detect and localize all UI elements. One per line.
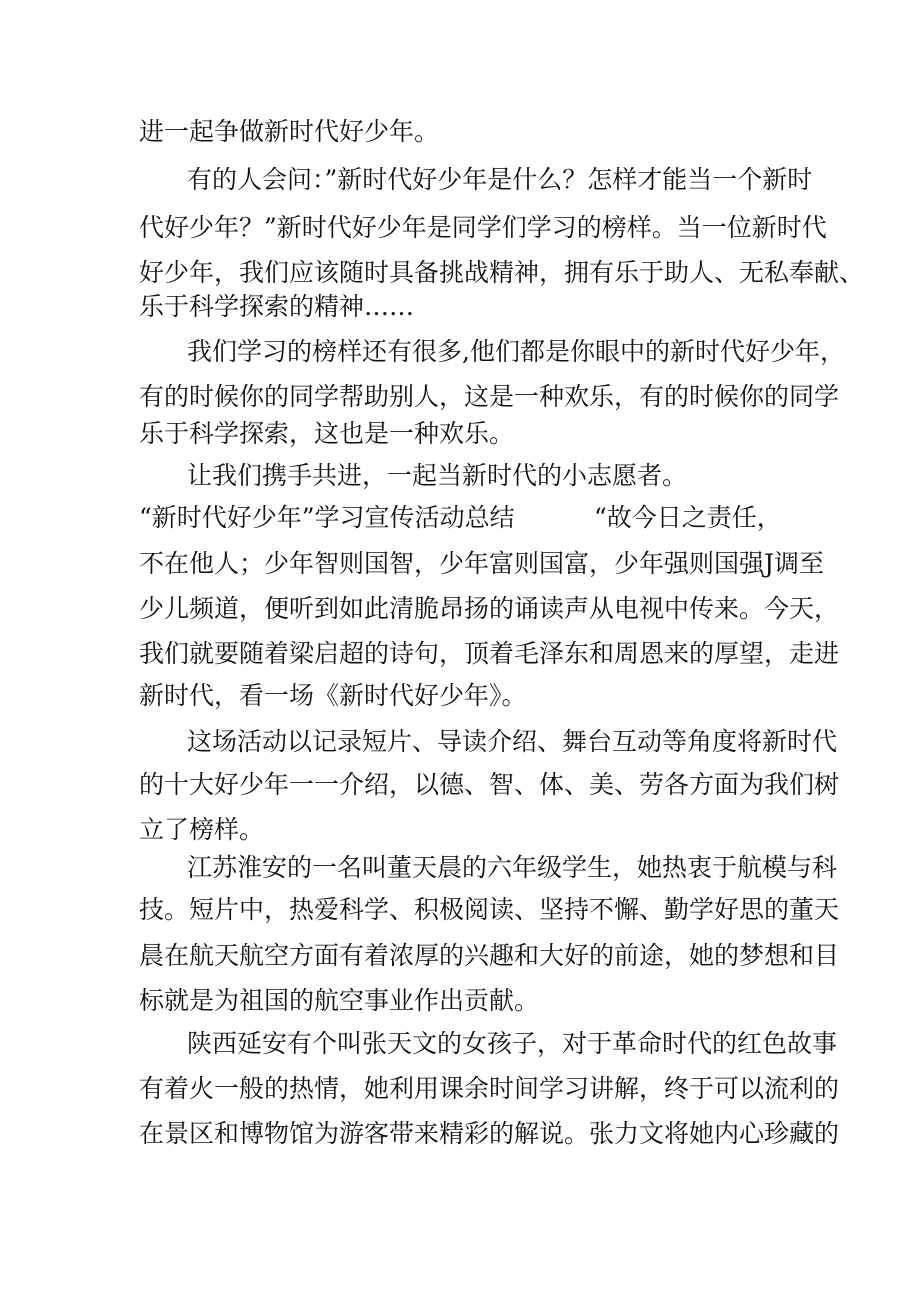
- text-line: 的十大好少年一一介绍，以德、智、体、美、劳各方面为我们树: [139, 770, 840, 799]
- text-line: 有的时候你的同学帮助别人，这是一种欢乐，有的时候你的同学: [139, 382, 840, 411]
- text-line: 江苏淮安的一名叫董天晨的六年级学生，她热衷于航模与科: [187, 853, 838, 882]
- text-line: 让我们携手共进，一起当新时代的小志愿者。: [187, 461, 688, 490]
- text-line: 有着火一般的热情，她利用课余时间学习讲解，终于可以流利的: [139, 1074, 840, 1103]
- text-line: 不在他人；少年智则国智，少年富则国富，少年强则国强J调至: [139, 549, 825, 578]
- text-line: 新时代，看一场《新时代好少年》。: [139, 681, 527, 710]
- text-line: 有的人会问：”新时代好少年是什么？怎样才能当一个新时: [187, 165, 813, 194]
- text-line: 乐于科学探索，这也是一种欢乐。: [139, 419, 515, 448]
- text-line: 少儿频道，便听到如此清脆昂扬的诵读声从电视中传来。今天，: [139, 594, 840, 623]
- text-line: 立了榜样。: [139, 815, 265, 844]
- text-line: 晨在航天航空方面有着浓厚的兴趣和大好的前途，她的梦想和目: [139, 941, 840, 970]
- text-line: 进一起争做新时代好少年。: [139, 117, 440, 146]
- text-line: 这场活动以记录短片、导读介绍、舞台互动等角度将新时代: [187, 727, 838, 756]
- text-line: 我们就要随着梁启超的诗句，顶着毛泽东和周恩来的厚望，走进: [139, 639, 840, 668]
- section-title-line: “新时代好少年”学习宣传活动总结 “故今日之责任，: [139, 503, 782, 532]
- text-line: 技。短片中，热爱科学、积极阅读、坚持不懈、勤学好思的董天: [139, 895, 840, 924]
- text-line: 好少年，我们应该随时具备挑战精神，拥有乐于助人、无私奉献、: [139, 258, 865, 287]
- text-line: 乐于科学探索的精神……: [139, 292, 415, 321]
- text-line: 我们学习的榜样还有很多,他们都是你眼中的新时代好少年，: [187, 337, 845, 366]
- text-line: 标就是为祖国的航空事业作出贡献。: [139, 986, 540, 1015]
- text-line: 陕西延安有个叫张天文的女孩子，对于革命时代的红色故事: [187, 1029, 838, 1058]
- text-line: 在景区和博物馆为游客带来精彩的解说。张力文将她内心珍藏的: [139, 1119, 840, 1148]
- text-line: 代好少年？”新时代好少年是同学们学习的榜样。当一位新时代: [139, 213, 827, 242]
